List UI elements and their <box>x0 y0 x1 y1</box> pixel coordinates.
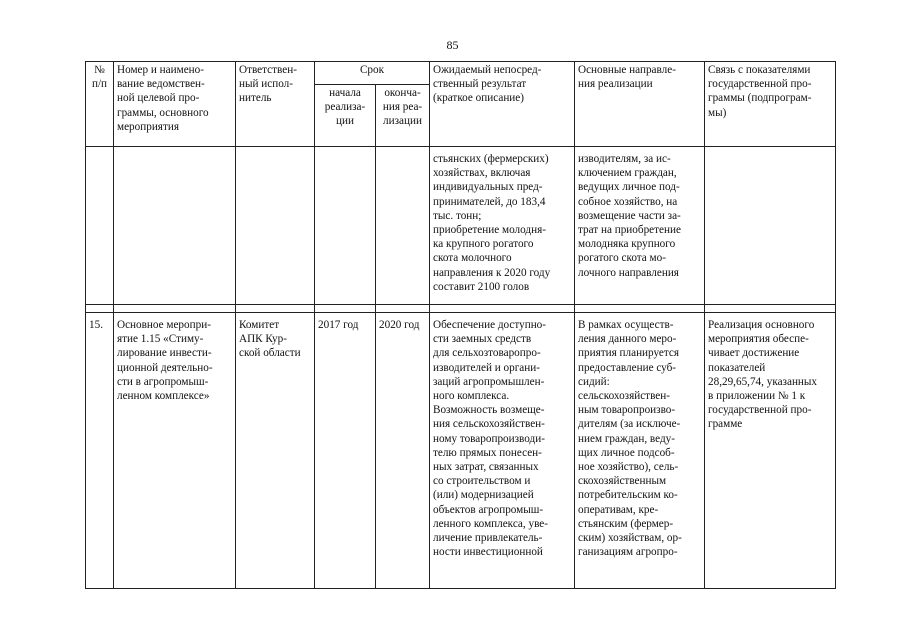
cell-directions: изводителям, за ис- ключением граждан, ведущих личное под- собное хозяйство, на возмещение части за- трат на приобретение молодняка крупного рогатого скота мо- лочного направления <box>575 147 705 305</box>
cell-empty <box>376 147 430 305</box>
table-row-gap <box>86 305 836 313</box>
cell-result: Обеспечение доступно- сти заемных средств для сельхозтоваропро- изводителей и органи- заций агропромышлен- ного комплекса. Возможность возмеще- ния сельскохозяйствен- ному товаропроизводи- телю прямых понесен- ных затрат, связанных со строительством и (или) модернизацией объектов агропромыш- ленного комплекса, уве- личение привлекатель- ности инвестиционной <box>430 313 575 589</box>
cell-empty <box>236 147 315 305</box>
cell-program: Основное меропри- ятие 1.15 «Стиму- лирование инвести- ционной деятельно- сти в агропромыш- ленном комплексе» <box>114 313 236 589</box>
cell-directions: В рамках осуществ- ления данного меро- приятия планируется предоставление суб- сидий: сельскохозяйствен- ным товаропроизво- дителям (за исключе- нием граждан, веду- щих личное подсоб- ное хозяйство), сель- скохозяйственным потребительским ко- оперативам, кре- стьянским (фермер- ским) хозяйствам, ор- ганизациям агропро- <box>575 313 705 589</box>
cell-empty <box>315 147 376 305</box>
header-term-start: начала реализа- ции <box>315 85 376 147</box>
header-term-end: оконча- ния реа- лизации <box>376 85 430 147</box>
header-num: № п/п <box>86 62 114 147</box>
header-link: Связь с показателями государственной про- граммы (подпрограм- мы) <box>705 62 836 147</box>
table-row-continuation <box>86 147 836 305</box>
cell-link: Реализация основного мероприятия обеспе- чивает достижение показателей 28,29,65,74, указанных в приложении № 1 к государственной про- грамме <box>705 313 836 589</box>
table-row-15 <box>86 313 836 589</box>
cell-end: 2020 год <box>376 313 430 589</box>
header-executor: Ответствен- ный испол- нитель <box>236 62 315 147</box>
cell-result: стьянских (фермерских) хозяйствах, включая индивидуальных пред- принимателей, до 183,4 тыс. тонн; приобретение молодня- ка крупного рогатого скота молочного направления к 2020 году составит 2100 голов <box>430 147 575 305</box>
header-directions: Основные направле- ния реализации <box>575 62 705 147</box>
header-result: Ожидаемый непосред- ственный результат (краткое описание) <box>430 62 575 147</box>
header-term: Срок <box>315 62 430 85</box>
page-number: 85 <box>446 38 459 52</box>
program-table <box>85 61 836 589</box>
cell-start: 2017 год <box>315 313 376 589</box>
cell-empty <box>114 147 236 305</box>
cell-num: 15. <box>86 313 114 589</box>
cell-executor: Комитет АПК Кур- ской области <box>236 313 315 589</box>
cell-empty <box>705 147 836 305</box>
header-program: Номер и наимено- вание ведомствен- ной целевой про- граммы, основного мероприятия <box>114 62 236 147</box>
cell-empty <box>86 147 114 305</box>
